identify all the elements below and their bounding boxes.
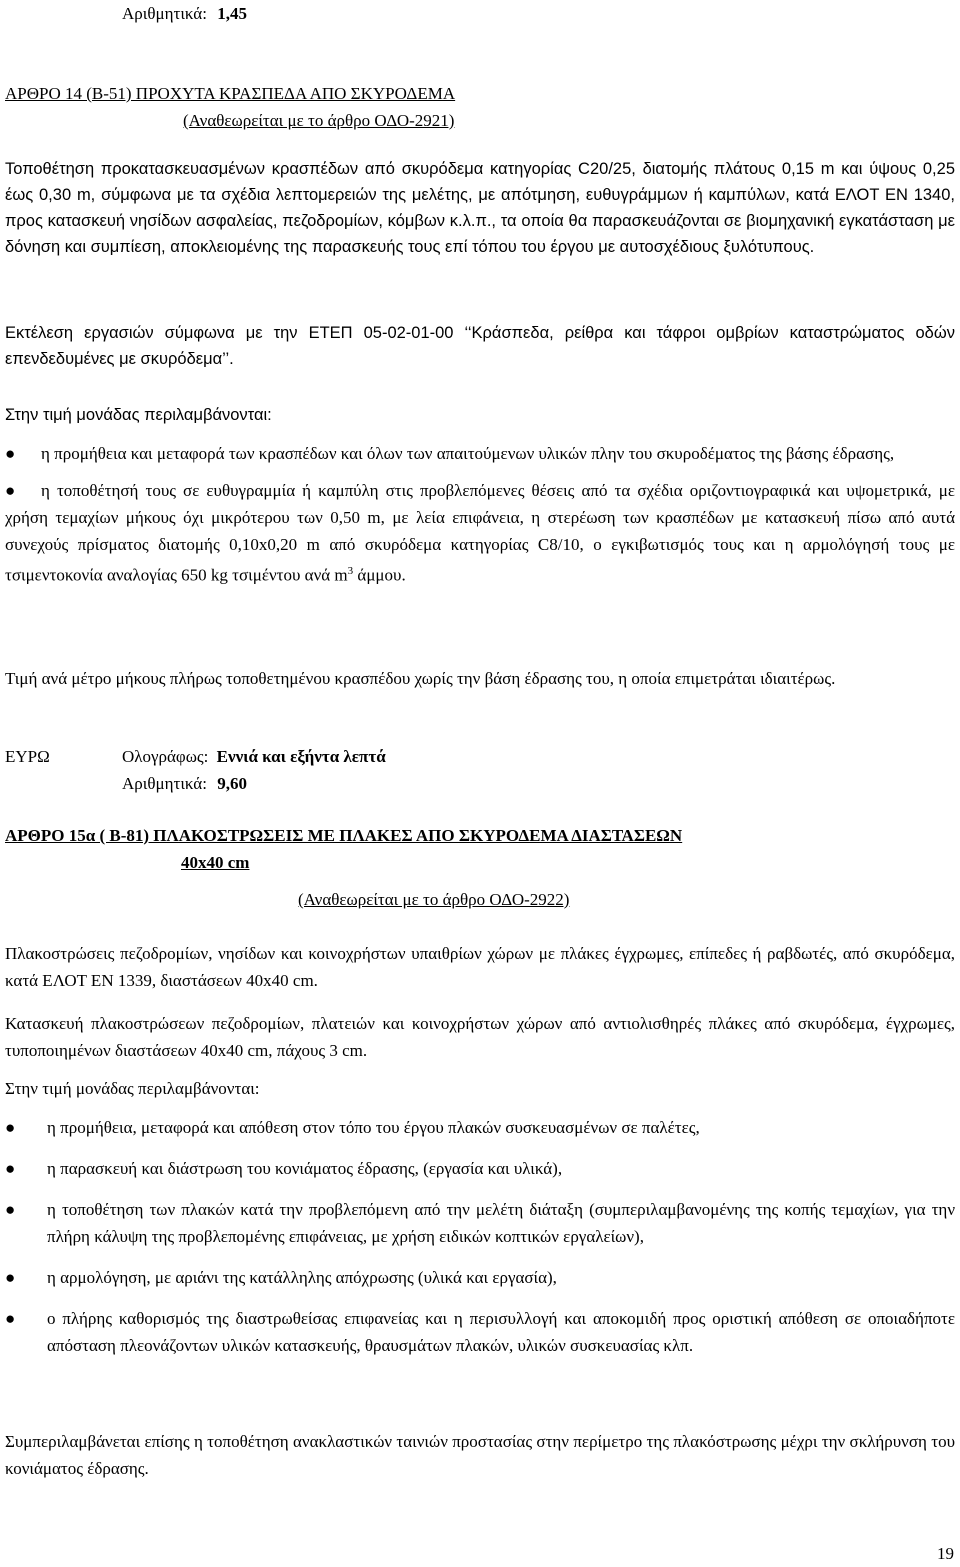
bullet-text-end: άμμου. bbox=[353, 565, 406, 585]
bullet-icon: ● bbox=[5, 444, 16, 463]
list-item bbox=[5, 477, 955, 589]
article15-includes-heading: Στην τιμή μονάδας περιλαμβάνονται: bbox=[5, 1079, 260, 1098]
bullet-text: η παρασκευή και διάστρωση του κονιάματος έδρασης, (εργασία και υλικά), bbox=[47, 1159, 563, 1178]
list-item bbox=[5, 1114, 955, 1141]
bullet-superscript: 3 bbox=[347, 565, 354, 577]
article14-description-block bbox=[5, 156, 955, 260]
article15-title: ΑΡΘΡΟ 15α ( Β-81) ΠΛΑΚΟΣΤΡΩΣΕΙΣ ΜΕ ΠΛΑΚΕΣ ΑΠΟ ΣΚΥΡΟΔΕΜΑ ΔΙΑΣΤΑΣΕΩΝ bbox=[5, 826, 683, 845]
list-item bbox=[5, 1196, 955, 1250]
list-item bbox=[5, 1155, 955, 1182]
article15-paragraph-3: Συμπεριλαμβάνεται επίσης η τοποθέτηση ανακλαστικών ταινιών προστασίας στην περίμετρο της πλακόστρωσης μέχρι την σκλήρυνση του κονιάματος έδρασης. bbox=[5, 1432, 955, 1478]
number-label: Αριθμητικά: bbox=[122, 774, 207, 793]
top-price-value: 1,45 bbox=[217, 4, 247, 23]
article15-paragraph-2: Κατασκευή πλακοστρώσεων πεζοδρομίων, πλατειών και κοινοχρήστων χώρων από αντιολισθηρές πλάκες από σκυρόδεμα, έγχρωμες, τυποποιημένων διαστάσεων 40x40 cm, πάχους 3 cm. bbox=[5, 1014, 955, 1060]
price-words-line bbox=[5, 743, 955, 770]
bullet-icon: ● bbox=[5, 1118, 16, 1137]
article15-bullets-block bbox=[5, 1114, 955, 1359]
article15-includes-block bbox=[5, 1075, 955, 1102]
top-price-line bbox=[122, 0, 955, 27]
bullet-text: η αρμολόγηση, με αριάνι της κατάλληλης απόχρωσης (υλικά και εργασία), bbox=[47, 1268, 557, 1287]
article14-bullet-list bbox=[5, 440, 955, 589]
bullet-icon: ● bbox=[5, 1309, 16, 1328]
article15-title-line2: 40x40 cm bbox=[181, 853, 250, 872]
article15-paragraph-1: Πλακοστρώσεις πεζοδρομίων, νησίδων και κοινοχρήστων υπαιθρίων χώρων με πλάκες έγχρωμες, επίπεδες ή ραβδωτές, από σκυρόδεμα, κατά ΕΛΟΤ ΕΝ 1339, διαστάσεων 40x40 cm. bbox=[5, 944, 955, 990]
article14-paragraph-1: Τοποθέτηση προκατασκευασμένων κρασπέδων από σκυρόδεμα κατηγορίας C20/25, διατομής πλάτους 0,15 m και ύψους 0,25 έως 0,30 m, σύμφωνα με τα σχέδια λεπτομερειών της μελέτης, με απότμηση, ευθυγράμμων ή καμπύλων, κατά ΕΛΟΤ ΕΝ 1340, προς κατασκευή νησίδων ασφαλείας, πεζοδρομίων, κόμβων κ.λ.π., τα οποία θα παρασκευάζονται σε βιομηχανική εγκατάσταση με δόνηση και συμπίεση, αποκλειομένης της παρασκευής τους επί τόπου του έργου με αυτοσχέδιους ξυλότυπους. bbox=[5, 160, 955, 256]
list-item bbox=[5, 1305, 955, 1359]
article14-paragraph-2: Εκτέλεση εργασιών σύμφωνα με την ΕΤΕΠ 05-02-01-00 ‘‘Κράσπεδα, ρείθρα και τάφροι ομβρίων καταστρώματος οδών επενδεδυμένες με σκυρόδεμα’’. bbox=[5, 324, 955, 368]
article14-paragraph-3: Τιμή ανά μέτρο μήκους πλήρως τοποθετημένου κρασπέδου χωρίς την βάση έδρασης του, η οποία επιμετράται ιδιαιτέρως. bbox=[5, 669, 836, 688]
article14-includes-heading: Στην τιμή μονάδας περιλαμβάνονται: bbox=[5, 406, 272, 424]
article15-subtitle: (Αναθεωρείται με το άρθρο ΟΔΟ-2922) bbox=[298, 890, 570, 909]
bullet-text: η προμήθεια και μεταφορά των κρασπέδων και όλων των απαιτούμενων υλικών πλην του σκυροδέματος της βάσης έδρασης, bbox=[41, 444, 895, 463]
article15-closing-block bbox=[5, 1428, 955, 1482]
article15-construction-block bbox=[5, 1010, 955, 1064]
article15-subtitle-block bbox=[298, 886, 955, 913]
currency-label: ΕΥΡΩ bbox=[5, 747, 50, 766]
bullet-text: η προμήθεια, μεταφορά και απόθεση στον τόπο του έργου πλακών συσκευασμένων σε παλέτες, bbox=[47, 1118, 700, 1137]
article14-price-note-block bbox=[5, 665, 955, 692]
article14-title: ΑΡΘΡΟ 14 (Β-51) ΠΡΟΧΥΤΑ ΚΡΑΣΠΕΔΑ ΑΠΟ ΣΚΥΡΟΔΕΜΑ bbox=[5, 84, 456, 103]
top-price-label: Αριθμητικά: bbox=[122, 4, 207, 23]
article14-subtitle: (Αναθεωρείται με το άρθρο ΟΔΟ-2921) bbox=[183, 111, 455, 130]
article14-title-block bbox=[5, 80, 955, 134]
number-value: 9,60 bbox=[217, 774, 247, 793]
article14-spec-block bbox=[5, 320, 955, 372]
article15-title-block bbox=[5, 822, 955, 876]
bullet-text: ο πλήρης καθορισμός της διαστρωθείσας επιφανείας και η περισυλλογή και αποκομιδή προς οριστική απόθεση σε οποιαδήποτε απόσταση πλεονάζοντων υλικών κατασκευής, θραυσμάτων πλακών, υλικών συσκευασίας κλπ. bbox=[47, 1309, 955, 1355]
article14-bullets-block bbox=[5, 440, 955, 589]
bullet-icon: ● bbox=[5, 481, 16, 500]
list-item bbox=[5, 1264, 955, 1291]
article14-price-block bbox=[5, 743, 955, 797]
bullet-icon: ● bbox=[5, 1159, 16, 1178]
bullet-icon: ● bbox=[5, 1200, 16, 1219]
article15-bullet-list bbox=[5, 1114, 955, 1359]
words-label: Ολογράφως: bbox=[122, 747, 209, 766]
price-number-line bbox=[5, 770, 955, 797]
page-number: 19 bbox=[937, 1544, 954, 1563]
article14-includes-block bbox=[5, 402, 955, 428]
bullet-text: η τοποθέτηση των πλακών κατά την προβλεπόμενη από την μελέτη διάταξη (συμπεριλαμβανομένης της κοπής τεμαχίων, για την πλήρη κάλυψη της προβλεπομένης επιφάνειας, με χρήση ειδικών κοπτικών εργαλείων), bbox=[47, 1200, 955, 1246]
article15-description-block bbox=[5, 940, 955, 994]
words-value: Εννιά και εξήντα λεπτά bbox=[216, 747, 386, 766]
list-item bbox=[5, 440, 955, 467]
bullet-text: η τοποθέτησή τους σε ευθυγραμμία ή καμπύλη στις προβλεπόμενες θέσεις από τα σχέδια οριζοντιογραφικά και υψομετρικά, με χρήση τεμαχίων μήκους όχι μικρότερου των 0,50 m, με λεία επιφάνεια, η στερέωση των κρασπέδων με κατασκευή πίσω από αυτά συνεχούς πρίσματος διατομής 0,10x0,20 m από σκυρόδεμα κατηγορίας C8/10, ο εγκιβωτισμός τους και η αρμολόγησή τους με τσιμεντοκονία αναλογίας 650 kg τσιμέντου ανά m bbox=[5, 481, 955, 585]
bullet-icon: ● bbox=[5, 1268, 16, 1287]
